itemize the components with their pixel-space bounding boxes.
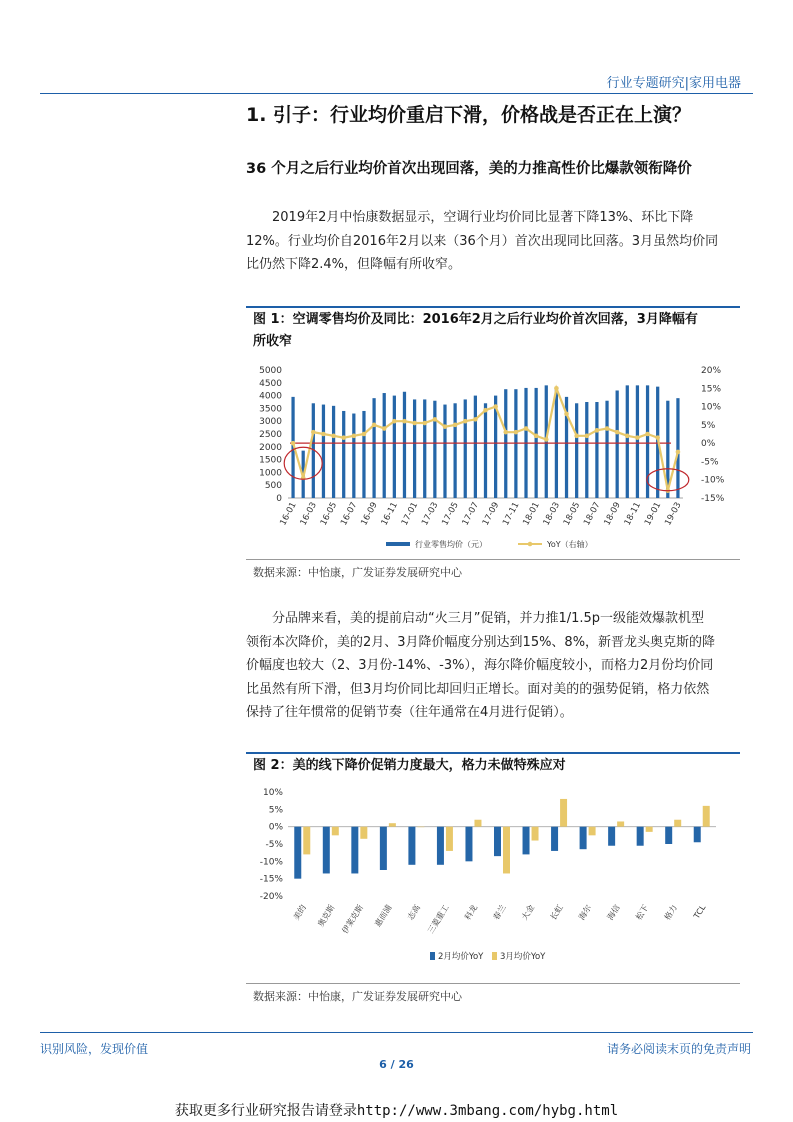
yoy-point bbox=[645, 432, 650, 437]
x-tick-label: 18-01 bbox=[521, 500, 542, 528]
header-rule bbox=[40, 93, 753, 94]
section-heading: 1. 引子：行业均价重启下滑，价格战是否正在上演？ bbox=[246, 104, 692, 126]
price-bar bbox=[342, 411, 345, 498]
yoy-point bbox=[524, 426, 529, 431]
brand-label: 海信 bbox=[605, 903, 622, 922]
y-tick-label: 5% bbox=[268, 805, 283, 816]
feb-yoy-bar bbox=[551, 827, 558, 851]
mar-yoy-bar bbox=[560, 799, 567, 827]
yoy-point bbox=[473, 417, 478, 422]
mar-yoy-bar bbox=[589, 827, 596, 836]
legend-label: YoY（右轴） bbox=[547, 540, 593, 549]
x-tick-label: 19-03 bbox=[663, 500, 684, 528]
paragraph-1 bbox=[246, 206, 746, 277]
mar-yoy-bar bbox=[503, 827, 510, 874]
legend-swatch-point bbox=[528, 542, 533, 547]
y-left-tick-label: 5000 bbox=[259, 366, 282, 376]
x-tick-label: 17-11 bbox=[501, 500, 522, 528]
yoy-point bbox=[655, 435, 660, 440]
price-bar bbox=[575, 403, 578, 498]
figure1-chart bbox=[246, 358, 740, 558]
y-tick-label: 0% bbox=[268, 822, 283, 833]
brand-label: 伊莱克斯 bbox=[340, 903, 366, 936]
yoy-point bbox=[291, 441, 296, 446]
price-bar bbox=[443, 405, 446, 498]
yoy-point bbox=[382, 426, 387, 431]
p1-line: 2019年2月中怡康数据显示，空调行业均价同比显著下降13%、环比下降 bbox=[272, 210, 694, 225]
price-bar bbox=[595, 402, 598, 498]
mar-yoy-bar bbox=[617, 821, 624, 826]
feb-yoy-bar bbox=[494, 827, 501, 856]
mar-yoy-bar bbox=[674, 820, 681, 827]
yoy-point bbox=[676, 450, 681, 455]
figure1-caption-line: 所收窄 bbox=[253, 334, 293, 349]
y-tick-label: 10% bbox=[262, 788, 283, 798]
x-tick-label: 18-07 bbox=[582, 500, 603, 528]
paragraph-2 bbox=[246, 607, 746, 725]
feb-yoy-bar bbox=[294, 827, 301, 879]
x-tick-label: 16-05 bbox=[318, 500, 340, 528]
feb-yoy-bar bbox=[580, 827, 587, 850]
y-right-tick-label: 20% bbox=[701, 366, 722, 376]
feb-yoy-bar bbox=[437, 827, 444, 865]
price-bar bbox=[626, 385, 629, 498]
y-left-tick-label: 2500 bbox=[259, 430, 282, 440]
figure1-bottom-rule bbox=[246, 559, 740, 560]
legend-label: 2月均价YoY bbox=[438, 952, 484, 962]
feb-yoy-bar bbox=[380, 827, 387, 870]
y-tick-label: -20% bbox=[259, 892, 283, 902]
yoy-point bbox=[412, 421, 417, 426]
y-left-tick-label: 2000 bbox=[259, 442, 282, 453]
x-tick-label: 18-05 bbox=[561, 500, 583, 528]
yoy-point bbox=[422, 421, 427, 426]
promo-link[interactable]: 获取更多行业研究报告请登录http://www.3mbang.com/hybg.html bbox=[174, 1103, 619, 1119]
yoy-point bbox=[514, 430, 519, 435]
x-tick-label: 17-07 bbox=[460, 500, 482, 528]
brand-label: 海尔 bbox=[577, 903, 594, 922]
yoy-point bbox=[493, 404, 498, 409]
y-left-tick-label: 3000 bbox=[259, 417, 282, 428]
page-number: 6 / 26 bbox=[379, 1058, 414, 1071]
yoy-point bbox=[392, 419, 397, 424]
price-bar bbox=[372, 398, 375, 498]
brand-label: 长虹 bbox=[548, 903, 565, 922]
feb-yoy-bar bbox=[523, 827, 530, 855]
x-tick-label: 16-07 bbox=[339, 500, 360, 528]
section-subheading: 36 个月之后行业均价首次出现回落，美的力推高性价比爆款领衔降价 bbox=[246, 161, 692, 177]
p1-line: 12%。行业均价自2016年2月以来（36个月）首次出现同比回落。3月虽然均价同 bbox=[246, 233, 719, 249]
p1-line: 比仍然下降2.4%，但降幅有所收窄。 bbox=[246, 257, 462, 272]
mar-yoy-bar bbox=[703, 806, 710, 827]
price-bar bbox=[605, 401, 608, 498]
price-bar bbox=[413, 399, 416, 498]
yoy-point bbox=[574, 434, 579, 439]
yoy-point bbox=[554, 386, 559, 391]
yoy-point bbox=[625, 434, 630, 439]
feb-yoy-bar bbox=[408, 827, 415, 865]
brand-label: 科龙 bbox=[463, 903, 480, 922]
x-tick-label: 19-01 bbox=[642, 500, 664, 528]
footer-disclaimer: 请务必阅读末页的免责声明 bbox=[606, 1042, 751, 1056]
figure1-caption bbox=[253, 309, 733, 353]
price-bar bbox=[585, 402, 588, 498]
x-tick-label: 16-03 bbox=[298, 500, 319, 528]
yoy-point bbox=[321, 432, 326, 437]
price-bar bbox=[484, 403, 487, 498]
brand-label: 美的 bbox=[291, 903, 308, 922]
yoy-point bbox=[483, 408, 488, 413]
y-tick-label: -10% bbox=[259, 857, 283, 868]
price-bar bbox=[423, 399, 426, 498]
y-left-tick-label: 1500 bbox=[259, 455, 282, 466]
yoy-point bbox=[564, 412, 569, 417]
brand-label: 松下 bbox=[634, 903, 651, 922]
y-right-tick-label: 10% bbox=[701, 402, 722, 413]
yoy-point bbox=[595, 428, 600, 433]
x-tick-label: 17-01 bbox=[399, 500, 421, 528]
p2-line: 分品牌来看，美的提前启动“火三月”促销，并力推1/1.5p一级能效爆款机型 bbox=[272, 611, 705, 626]
figure2-bottom-rule bbox=[246, 983, 740, 984]
feb-yoy-bar bbox=[665, 827, 672, 844]
price-bar bbox=[393, 396, 396, 498]
footer-rule bbox=[40, 1032, 753, 1033]
y-left-tick-label: 500 bbox=[264, 481, 282, 492]
x-tick-label: 17-03 bbox=[420, 500, 441, 528]
mar-yoy-bar bbox=[532, 827, 539, 841]
mar-yoy-bar bbox=[646, 827, 653, 832]
y-right-tick-label: -5% bbox=[701, 457, 719, 468]
legend-swatch-bar bbox=[386, 542, 410, 546]
yoy-point bbox=[453, 423, 458, 428]
y-left-tick-label: 4500 bbox=[259, 378, 282, 389]
yoy-point bbox=[605, 426, 610, 431]
yoy-point bbox=[341, 435, 346, 440]
yoy-point bbox=[584, 434, 589, 439]
mar-yoy-bar bbox=[389, 823, 396, 826]
x-tick-label: 17-05 bbox=[440, 500, 461, 528]
mar-yoy-bar bbox=[303, 827, 310, 855]
price-bar bbox=[433, 401, 436, 498]
price-bar bbox=[322, 405, 325, 498]
brand-label: 大金 bbox=[520, 903, 537, 922]
feb-yoy-bar bbox=[694, 827, 701, 843]
brand-label: 格力 bbox=[662, 903, 679, 922]
figure2-caption: 图 2：美的线下降价促销力度最大，格力未做特殊应对 bbox=[253, 758, 566, 773]
price-bar bbox=[636, 385, 639, 498]
legend-swatch-mar bbox=[492, 952, 497, 960]
price-bar bbox=[464, 399, 467, 498]
feb-yoy-bar bbox=[323, 827, 330, 874]
x-tick-label: 18-11 bbox=[622, 500, 644, 528]
feb-yoy-bar bbox=[608, 827, 615, 846]
yoy-point bbox=[311, 430, 316, 435]
p2-line: 价幅度也较大（2、3月份-14%、-3%），海尔降价幅度较小，而格力2月份均价同 bbox=[246, 658, 714, 673]
brand-label: 惠而浦 bbox=[373, 903, 394, 929]
mar-yoy-bar bbox=[332, 827, 339, 836]
yoy-point bbox=[534, 434, 539, 439]
yoy-point bbox=[362, 432, 367, 437]
price-bar bbox=[616, 390, 619, 498]
figure2-chart bbox=[246, 782, 740, 982]
brand-label: 奥克斯 bbox=[316, 903, 337, 929]
y-right-tick-label: -15% bbox=[701, 494, 725, 504]
y-right-tick-label: -10% bbox=[701, 475, 725, 486]
price-bar bbox=[676, 398, 679, 498]
brand-label: 春兰 bbox=[491, 903, 508, 922]
yoy-point bbox=[433, 417, 438, 422]
y-right-tick-label: 5% bbox=[701, 420, 716, 431]
price-bar bbox=[403, 392, 406, 498]
yoy-point bbox=[615, 430, 620, 435]
x-tick-label: 16-11 bbox=[379, 500, 400, 528]
p2-line: 保持了往年惯常的促销节奏（往年通常在4月进行促销）。 bbox=[246, 705, 573, 720]
yoy-point bbox=[463, 419, 468, 424]
yoy-point bbox=[503, 430, 508, 435]
header-title: 行业专题研究|家用电器 bbox=[606, 76, 741, 91]
feb-yoy-bar bbox=[351, 827, 358, 874]
yoy-point bbox=[402, 419, 407, 424]
price-bar bbox=[362, 411, 365, 498]
legend-label: 3月均价YoY bbox=[500, 952, 546, 962]
yoy-point bbox=[372, 423, 377, 428]
x-tick-label: 18-09 bbox=[602, 500, 623, 528]
price-bar bbox=[332, 406, 335, 498]
figure1-top-rule bbox=[246, 306, 740, 308]
y-right-tick-label: 15% bbox=[701, 384, 722, 395]
y-tick-label: -5% bbox=[265, 840, 283, 850]
figure1-caption-line: 图 1：空调零售均价及同比：2016年2月之后行业均价首次回落，3月降幅有 bbox=[253, 312, 698, 327]
mar-yoy-bar bbox=[360, 827, 367, 839]
y-left-tick-label: 3500 bbox=[259, 404, 282, 415]
mar-yoy-bar bbox=[446, 827, 453, 851]
yoy-point bbox=[443, 424, 448, 429]
price-bar bbox=[453, 403, 456, 498]
footer-slogan: 识别风险，发现价值 bbox=[40, 1042, 149, 1056]
yoy-point bbox=[352, 434, 357, 439]
yoy-point bbox=[544, 437, 549, 442]
price-bar bbox=[383, 393, 386, 498]
x-tick-label: 16-09 bbox=[359, 500, 380, 528]
y-left-tick-label: 1000 bbox=[259, 468, 282, 479]
yoy-point bbox=[635, 435, 640, 440]
p2-line: 领衔本次降价，美的2月、3月降价幅度分别达到15%、8%，新晋龙头奥克斯的降 bbox=[246, 634, 716, 650]
yoy-point bbox=[331, 434, 336, 439]
mar-yoy-bar bbox=[474, 820, 481, 827]
y-tick-label: -15% bbox=[259, 874, 283, 885]
brand-label: 志高 bbox=[405, 903, 423, 922]
feb-yoy-bar bbox=[637, 827, 644, 846]
x-tick-label: 16-01 bbox=[278, 500, 299, 528]
price-bar bbox=[474, 396, 477, 498]
legend-label: 行业零售均价（元） bbox=[415, 540, 487, 549]
x-tick-label: 17-09 bbox=[480, 500, 502, 528]
figure2-source: 数据来源：中怡康，广发证券发展研究中心 bbox=[253, 990, 462, 1003]
legend-swatch-feb bbox=[430, 952, 435, 960]
feb-yoy-bar bbox=[465, 827, 472, 862]
brand-label: 三菱重工 bbox=[426, 903, 451, 936]
p2-line: 比虽然有所下滑，但3月均价同比却回归正增长。面对美的的强势促销，格力依然 bbox=[246, 681, 710, 697]
y-right-tick-label: 0% bbox=[701, 439, 716, 450]
y-left-tick-label: 4000 bbox=[259, 391, 282, 402]
figure2-top-rule bbox=[246, 752, 740, 754]
figure1-source: 数据来源：中怡康，广发证券发展研究中心 bbox=[253, 566, 462, 579]
brand-label: TCL bbox=[692, 903, 708, 921]
x-tick-label: 18-03 bbox=[541, 500, 563, 528]
mar-yoy-bar bbox=[417, 827, 424, 828]
price-bar bbox=[352, 414, 355, 498]
y-left-tick-label: 0 bbox=[276, 494, 282, 504]
